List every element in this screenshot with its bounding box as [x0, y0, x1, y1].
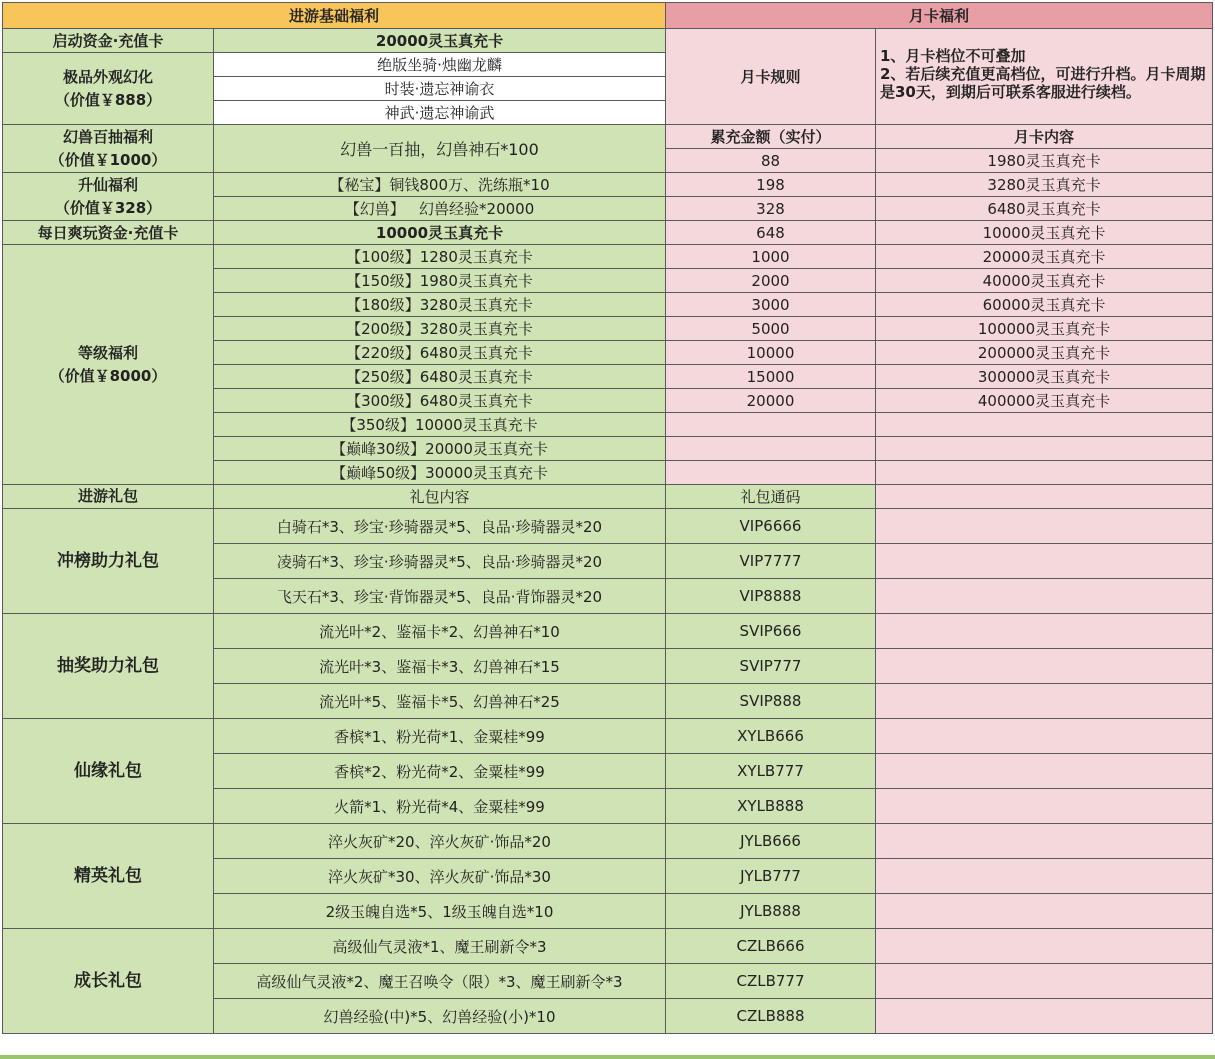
gift-code[interactable]: VIP7777 — [666, 544, 876, 579]
gift-empty-cell — [876, 509, 1213, 544]
gift-empty-cell — [876, 544, 1213, 579]
gift-content: 幻兽经验(中)*5、幻兽经验(小)*10 — [214, 999, 666, 1034]
gift-code[interactable]: CZLB666 — [666, 929, 876, 964]
monthly-content: 40000灵玉真充卡 — [876, 269, 1213, 293]
ascend-value: （价值￥328） — [54, 198, 162, 217]
gift-col-content: 礼包内容 — [214, 485, 666, 509]
monthly-content: 400000灵玉真充卡 — [876, 389, 1213, 413]
gift-content: 凌骑石*3、珍宝·珍骑器灵*5、良品·珍骑器灵*20 — [214, 544, 666, 579]
gift-content: 香槟*2、粉光荷*2、金粟桂*99 — [214, 754, 666, 789]
daily-label: 每日爽玩资金·充值卡 — [3, 221, 214, 245]
gift-empty-cell — [876, 964, 1213, 999]
monthly-amount: 15000 — [666, 365, 876, 389]
monthly-content: 1980灵玉真充卡 — [876, 149, 1213, 173]
level-item: 【180级】3280灵玉真充卡 — [214, 293, 666, 317]
gift-group-label: 仙缘礼包 — [3, 719, 214, 824]
level-item: 【220级】6480灵玉真充卡 — [214, 341, 666, 365]
level-item: 【250级】6480灵玉真充卡 — [214, 365, 666, 389]
monthly-rules-label: 月卡规则 — [666, 29, 876, 125]
appearance-value: （价值￥888） — [54, 90, 162, 109]
monthly-amount: 20000 — [666, 389, 876, 413]
gift-empty-cell — [876, 824, 1213, 859]
level-item: 【100级】1280灵玉真充卡 — [214, 245, 666, 269]
gift-empty-cell — [876, 754, 1213, 789]
gift-code[interactable]: JYLB888 — [666, 894, 876, 929]
gift-code[interactable]: JYLB666 — [666, 824, 876, 859]
gift-empty-cell — [876, 485, 1213, 509]
ascend-label — [3, 173, 214, 221]
beast-title: 幻兽百抽福利 — [62, 127, 153, 146]
monthly-amount: 10000 — [666, 341, 876, 365]
appearance-item-weapon: 神武·遗忘神谕武 — [214, 101, 666, 125]
gift-section-label: 进游礼包 — [3, 485, 214, 509]
gift-content: 高级仙气灵液*2、魔王召唤令（限）*3、魔王刷新令*3 — [214, 964, 666, 999]
gift-content: 流光叶*3、鉴福卡*3、幻兽神石*15 — [214, 649, 666, 684]
beast-content: 幻兽一百抽，幻兽神石*100 — [214, 125, 666, 173]
gift-content: 淬火灰矿*30、淬火灰矿·饰品*30 — [214, 859, 666, 894]
monthly-content: 20000灵玉真充卡 — [876, 245, 1213, 269]
monthly-col-content: 月卡内容 — [876, 125, 1213, 149]
level-item: 【300级】6480灵玉真充卡 — [214, 389, 666, 413]
gift-content: 流光叶*2、鉴福卡*2、幻兽神石*10 — [214, 614, 666, 649]
gift-content: 流光叶*5、鉴福卡*5、幻兽神石*25 — [214, 684, 666, 719]
monthly-empty-cell — [666, 437, 876, 461]
monthly-content: 200000灵玉真充卡 — [876, 341, 1213, 365]
gift-content: 火箭*1、粉光荷*4、金粟桂*99 — [214, 789, 666, 824]
monthly-amount: 328 — [666, 197, 876, 221]
gift-group-label: 精英礼包 — [3, 824, 214, 929]
monthly-amount: 88 — [666, 149, 876, 173]
monthly-content: 60000灵玉真充卡 — [876, 293, 1213, 317]
gift-empty-cell — [876, 614, 1213, 649]
monthly-rules-text — [876, 29, 1213, 125]
gift-empty-cell — [876, 579, 1213, 614]
gift-group-label: 冲榜助力礼包 — [3, 509, 214, 614]
beast-label — [3, 125, 214, 173]
level-item: 【巅峰30级】20000灵玉真充卡 — [214, 437, 666, 461]
ascend-item-beast: 【幻兽】 幻兽经验*20000 — [214, 197, 666, 221]
benefits-table — [2, 2, 1213, 1034]
monthly-content: 100000灵玉真充卡 — [876, 317, 1213, 341]
appearance-item-outfit: 时装·遗忘神谕衣 — [214, 77, 666, 101]
gift-code[interactable]: VIP6666 — [666, 509, 876, 544]
monthly-empty-cell — [876, 437, 1213, 461]
gift-empty-cell — [876, 859, 1213, 894]
monthly-content: 6480灵玉真充卡 — [876, 197, 1213, 221]
monthly-amount: 198 — [666, 173, 876, 197]
ascend-title: 升仙福利 — [77, 175, 138, 194]
gift-code[interactable]: XYLB666 — [666, 719, 876, 754]
appearance-item-mount: 绝版坐骑·烛幽龙麟 — [214, 53, 666, 77]
monthly-empty-cell — [876, 413, 1213, 437]
monthly-card-header: 月卡福利 — [666, 3, 1213, 29]
gift-code[interactable]: XYLB777 — [666, 754, 876, 789]
level-item: 【150级】1980灵玉真充卡 — [214, 269, 666, 293]
daily-value: 10000灵玉真充卡 — [214, 221, 666, 245]
gift-empty-cell — [876, 684, 1213, 719]
monthly-content: 10000灵玉真充卡 — [876, 221, 1213, 245]
gift-code[interactable]: XYLB888 — [666, 789, 876, 824]
monthly-amount: 1000 — [666, 245, 876, 269]
appearance-label — [3, 53, 214, 125]
gift-code[interactable]: VIP8888 — [666, 579, 876, 614]
level-value: （价值￥8000） — [49, 366, 167, 385]
monthly-amount: 648 — [666, 221, 876, 245]
gift-content: 香槟*1、粉光荷*1、金粟桂*99 — [214, 719, 666, 754]
monthly-content: 3280灵玉真充卡 — [876, 173, 1213, 197]
monthly-amount: 5000 — [666, 317, 876, 341]
gift-content: 白骑石*3、珍宝·珍骑器灵*5、良品·珍骑器灵*20 — [214, 509, 666, 544]
monthly-rule-1: 1、月卡档位不可叠加 — [880, 47, 1026, 65]
monthly-amount: 2000 — [666, 269, 876, 293]
monthly-empty-cell — [876, 461, 1213, 485]
monthly-amount: 3000 — [666, 293, 876, 317]
gift-empty-cell — [876, 719, 1213, 754]
gift-content: 2级玉魄自选*5、1级玉魄自选*10 — [214, 894, 666, 929]
gift-empty-cell — [876, 929, 1213, 964]
gift-code[interactable]: JYLB777 — [666, 859, 876, 894]
gift-code[interactable]: SVIP777 — [666, 649, 876, 684]
beast-value: （价值￥1000） — [49, 150, 167, 169]
gift-content: 淬火灰矿*20、淬火灰矿·饰品*20 — [214, 824, 666, 859]
monthly-col-amount: 累充金额（实付） — [666, 125, 876, 149]
gift-code[interactable]: CZLB777 — [666, 964, 876, 999]
appearance-title: 极品外观幻化 — [62, 67, 153, 86]
level-item: 【巅峰50级】30000灵玉真充卡 — [214, 461, 666, 485]
gift-code[interactable]: CZLB888 — [666, 999, 876, 1034]
gift-group-label: 抽奖助力礼包 — [3, 614, 214, 719]
level-item: 【350级】10000灵玉真充卡 — [214, 413, 666, 437]
monthly-empty-cell — [666, 461, 876, 485]
gift-col-code: 礼包通码 — [666, 485, 876, 509]
monthly-empty-cell — [666, 413, 876, 437]
monthly-rule-2: 2、若后续充值更高档位，可进行升档。月卡周期是30天，到期后可联系客服进行续档。 — [880, 65, 1206, 101]
monthly-content: 300000灵玉真充卡 — [876, 365, 1213, 389]
gift-empty-cell — [876, 649, 1213, 684]
gift-empty-cell — [876, 894, 1213, 929]
bottom-strip — [0, 1055, 1215, 1059]
gift-code[interactable]: SVIP888 — [666, 684, 876, 719]
gift-empty-cell — [876, 999, 1213, 1034]
level-item: 【200级】3280灵玉真充卡 — [214, 317, 666, 341]
startup-label: 启动资金·充值卡 — [3, 29, 214, 53]
gift-code[interactable]: SVIP666 — [666, 614, 876, 649]
gift-content: 飞天石*3、珍宝·背饰器灵*5、良品·背饰器灵*20 — [214, 579, 666, 614]
ascend-item-treasure: 【秘宝】铜钱800万、洗练瓶*10 — [214, 173, 666, 197]
level-label — [3, 245, 214, 485]
startup-value: 20000灵玉真充卡 — [214, 29, 666, 53]
level-title: 等级福利 — [77, 343, 138, 362]
gift-empty-cell — [876, 789, 1213, 824]
gift-content: 高级仙气灵液*1、魔王刷新令*3 — [214, 929, 666, 964]
base-benefits-header: 进游基础福利 — [3, 3, 666, 29]
gift-group-label: 成长礼包 — [3, 929, 214, 1034]
